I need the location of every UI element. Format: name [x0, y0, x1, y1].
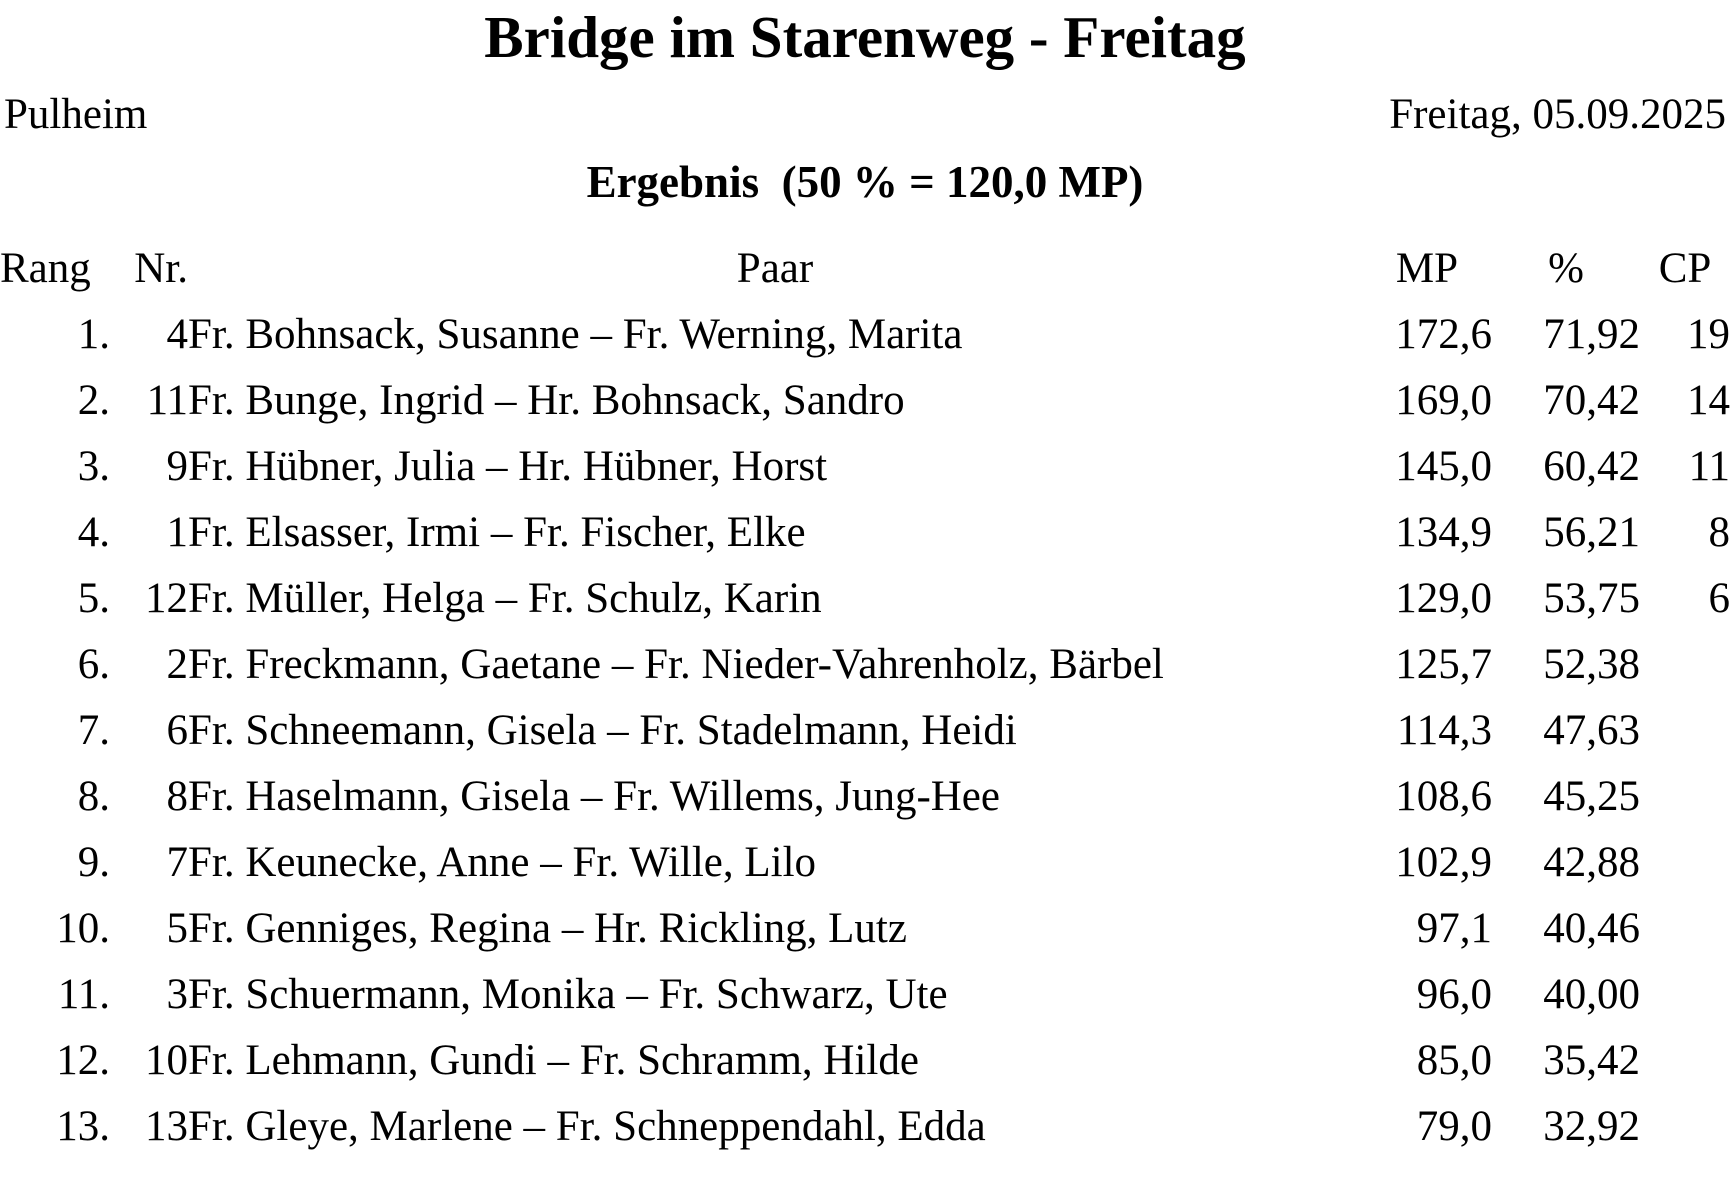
percent-cell: 47,63: [1543, 706, 1640, 754]
mp-cell: 134,9: [1395, 508, 1492, 556]
cp-cell: 6: [1708, 574, 1730, 622]
pair-names-cell: Fr. Haselmann, Gisela – Fr. Willems, Jung-Hee: [188, 772, 1000, 820]
rank-cell: 5.: [77, 574, 110, 622]
location-label: Pulheim: [4, 91, 148, 138]
pair-number-cell: 8: [166, 772, 188, 820]
mp-cell: 85,0: [1416, 1036, 1492, 1084]
table-row: [0, 631, 1730, 697]
percent-cell: 42,88: [1543, 838, 1640, 886]
rank-cell: 4.: [77, 508, 110, 556]
cp-cell: [1640, 631, 1730, 697]
percent-cell: 32,92: [1543, 1102, 1640, 1150]
percent-cell: 40,00: [1543, 970, 1640, 1018]
pair-number-cell: 10: [145, 1036, 188, 1084]
pair-number-cell: 9: [166, 442, 188, 490]
pair-names-cell: Fr. Gleye, Marlene – Fr. Schneppendahl, Edda: [188, 1102, 986, 1150]
column-header-rank: Rang: [0, 244, 91, 292]
percent-cell: 40,46: [1543, 904, 1640, 952]
cp-cell: [1640, 763, 1730, 829]
cp-cell: 19: [1687, 310, 1730, 358]
table-row: [0, 1027, 1730, 1093]
rank-cell: 11.: [57, 970, 110, 1018]
pair-number-cell: 12: [145, 574, 188, 622]
pair-names-cell: Fr. Hübner, Julia – Hr. Hübner, Horst: [188, 442, 828, 490]
percent-cell: 35,42: [1543, 1036, 1640, 1084]
cp-cell: [1640, 961, 1730, 1027]
pair-number-cell: 4: [166, 310, 188, 358]
percent-cell: 70,42: [1543, 376, 1640, 424]
results-table: [0, 235, 1730, 1159]
results-table-header: [0, 235, 1730, 301]
mp-cell: 145,0: [1395, 442, 1492, 490]
percent-cell: 45,25: [1543, 772, 1640, 820]
rank-cell: 9.: [77, 838, 110, 886]
pair-number-cell: 3: [166, 970, 188, 1018]
percent-cell: 71,92: [1543, 310, 1640, 358]
cp-cell: [1640, 697, 1730, 763]
table-row: [0, 565, 1730, 631]
pair-names-cell: Fr. Genniges, Regina – Hr. Rickling, Lutz: [188, 904, 907, 952]
rank-cell: 1.: [77, 310, 110, 358]
mp-cell: 129,0: [1395, 574, 1492, 622]
pair-names-cell: Fr. Keunecke, Anne – Fr. Wille, Lilo: [188, 838, 817, 886]
rank-cell: 12.: [56, 1036, 110, 1084]
table-row: [0, 895, 1730, 961]
column-header-nr: Nr.: [134, 244, 188, 292]
mp-cell: 96,0: [1416, 970, 1492, 1018]
column-header-mp: MP: [1395, 244, 1459, 292]
pair-number-cell: 2: [166, 640, 188, 688]
rank-cell: 6.: [77, 640, 110, 688]
page-title: Bridge im Starenweg - Freitag: [484, 4, 1246, 70]
pair-names-cell: Fr. Freckmann, Gaetane – Fr. Nieder-Vahrenholz, Bärbel: [188, 640, 1164, 688]
mp-cell: 169,0: [1395, 376, 1492, 424]
pair-number-cell: 13: [145, 1102, 188, 1150]
mp-cell: 114,3: [1396, 706, 1492, 754]
rank-cell: 10.: [56, 904, 110, 952]
percent-cell: 53,75: [1543, 574, 1640, 622]
header-row: [0, 235, 1730, 301]
cp-cell: 8: [1708, 508, 1730, 556]
pair-names-cell: Fr. Bohnsack, Susanne – Fr. Werning, Marita: [188, 310, 963, 358]
cp-cell: [1640, 1027, 1730, 1093]
table-row: [0, 367, 1730, 433]
pair-names-cell: Fr. Schuermann, Monika – Fr. Schwarz, Ute: [188, 970, 948, 1018]
date-label: Freitag, 05.09.2025: [1389, 91, 1726, 138]
percent-cell: 52,38: [1543, 640, 1640, 688]
pair-names-cell: Fr. Müller, Helga – Fr. Schulz, Karin: [188, 574, 822, 622]
pair-number-cell: 1: [166, 508, 188, 556]
table-row: [0, 961, 1730, 1027]
pair-number-cell: 11: [146, 376, 188, 424]
column-header-pair: Paar: [736, 244, 814, 292]
rank-cell: 7.: [77, 706, 110, 754]
table-row: [0, 499, 1730, 565]
table-row: [0, 697, 1730, 763]
mp-cell: 97,1: [1416, 904, 1492, 952]
mp-cell: 108,6: [1395, 772, 1492, 820]
table-row: [0, 301, 1730, 367]
pair-number-cell: 5: [166, 904, 188, 952]
table-row: [0, 1093, 1730, 1159]
table-row: [0, 433, 1730, 499]
percent-cell: 56,21: [1543, 508, 1640, 556]
pair-number-cell: 7: [166, 838, 188, 886]
meta-row: [0, 93, 1730, 136]
cp-cell: [1640, 895, 1730, 961]
rank-cell: 2.: [77, 376, 110, 424]
result-subtitle: Ergebnis (50 % = 120,0 MP): [586, 157, 1144, 207]
mp-cell: 172,6: [1395, 310, 1492, 358]
table-row: [0, 763, 1730, 829]
column-header-pct: %: [1548, 244, 1584, 292]
percent-cell: 60,42: [1543, 442, 1640, 490]
results-body: [0, 301, 1730, 1159]
cp-cell: 11: [1688, 442, 1730, 490]
rank-cell: 3.: [77, 442, 110, 490]
pair-names-cell: Fr. Elsasser, Irmi – Fr. Fischer, Elke: [188, 508, 806, 556]
mp-cell: 79,0: [1416, 1102, 1492, 1150]
mp-cell: 102,9: [1395, 838, 1492, 886]
rank-cell: 8.: [77, 772, 110, 820]
pair-names-cell: Fr. Lehmann, Gundi – Fr. Schramm, Hilde: [188, 1036, 919, 1084]
column-header-cp: CP: [1658, 244, 1712, 292]
pair-names-cell: Fr. Schneemann, Gisela – Fr. Stadelmann, Heidi: [188, 706, 1017, 754]
cp-cell: [1640, 829, 1730, 895]
mp-cell: 125,7: [1395, 640, 1492, 688]
cp-cell: [1640, 1093, 1730, 1159]
rank-cell: 13.: [56, 1102, 110, 1150]
pair-names-cell: Fr. Bunge, Ingrid – Hr. Bohnsack, Sandro: [188, 376, 905, 424]
cp-cell: 14: [1687, 376, 1730, 424]
table-row: [0, 829, 1730, 895]
pair-number-cell: 6: [166, 706, 188, 754]
